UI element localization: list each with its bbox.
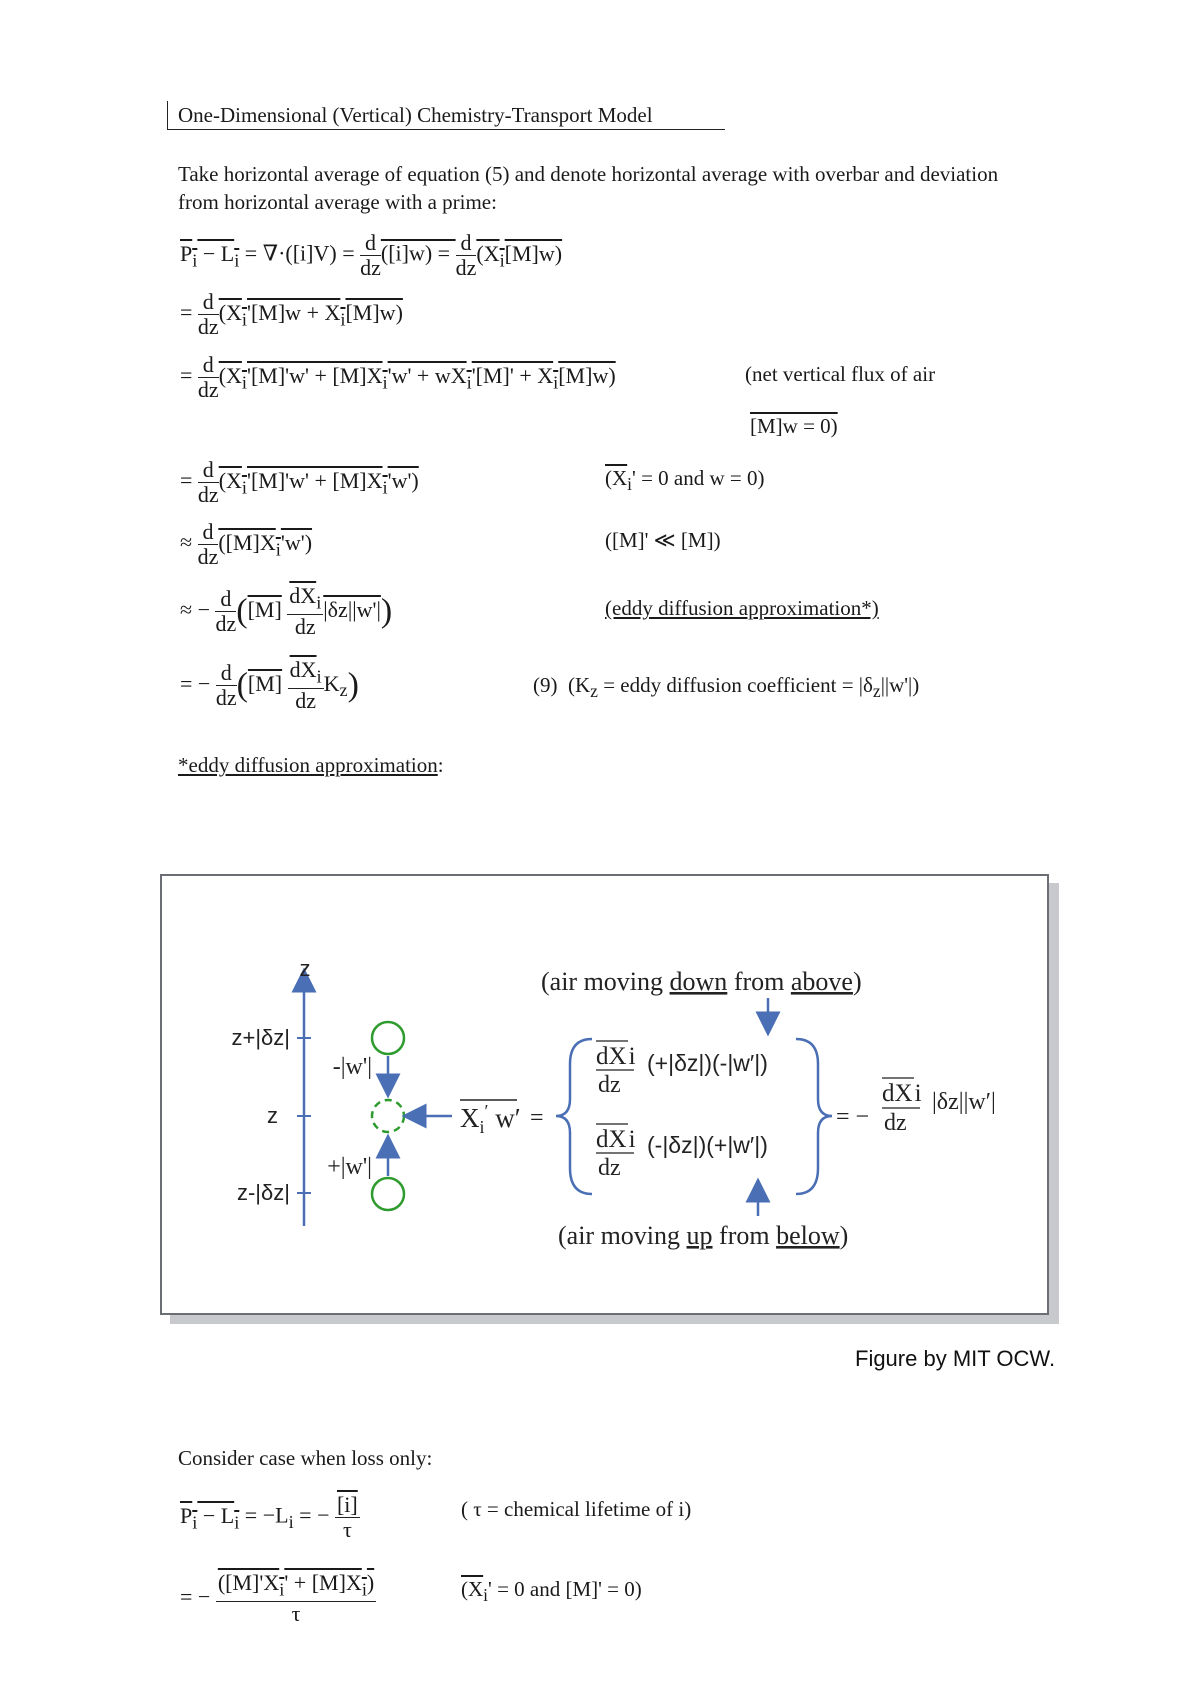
frac-num: $\overline{dX}$ bbox=[289, 583, 317, 608]
page-title: One-Dimensional (Vertical) Chemistry-Transport Model bbox=[167, 101, 725, 130]
eq-sub: i bbox=[192, 1511, 198, 1532]
frac-den: dz bbox=[215, 611, 237, 637]
frac-den: dz bbox=[295, 688, 317, 714]
note-text: ' = 0 and [M]' = 0) bbox=[488, 1577, 642, 1601]
frac-num: d bbox=[198, 520, 219, 545]
frac-d-dz bbox=[198, 353, 219, 402]
eq-iw: ([i]w) = bbox=[380, 240, 456, 266]
rhs-tail: |δz||w′| bbox=[932, 1089, 996, 1115]
equation-number: (9) bbox=[533, 673, 558, 697]
dx-text: dX bbox=[596, 1126, 627, 1153]
w-down-label: -|w'| bbox=[332, 1054, 372, 1080]
eq-sub: i bbox=[499, 249, 505, 270]
dx-sub: i bbox=[628, 1126, 636, 1153]
frac-num: [i] bbox=[336, 1492, 358, 1517]
note-text: ||w'|) bbox=[880, 673, 920, 697]
eq-term: (X bbox=[218, 467, 242, 493]
rhs-dz: dz bbox=[884, 1110, 907, 1136]
eq-term: 'w' + wX bbox=[387, 362, 467, 388]
frac-den: dz bbox=[455, 255, 477, 280]
tick-lower-label: z-|δz| bbox=[236, 1180, 290, 1205]
caption-above bbox=[541, 967, 862, 996]
frac-i-tau bbox=[335, 1493, 360, 1542]
note-text: (X bbox=[461, 1577, 484, 1601]
eq-sign: = bbox=[180, 299, 193, 325]
frac-d-dz bbox=[215, 587, 236, 636]
eq-term: (X bbox=[218, 362, 242, 388]
frac-num: d bbox=[360, 231, 381, 256]
eq-sub: i bbox=[340, 308, 346, 329]
eq-sub: i bbox=[553, 371, 559, 392]
eddy-diffusion-figure bbox=[160, 874, 1049, 1315]
eq-approx: ≈ − bbox=[180, 596, 210, 622]
dx-text: dX bbox=[596, 1043, 627, 1070]
frac-dxi-dz bbox=[287, 584, 323, 639]
eq-sub: i bbox=[382, 476, 388, 497]
frac-num: d bbox=[215, 587, 236, 612]
bot-dz: dz bbox=[598, 1155, 621, 1181]
equation-line-2 bbox=[180, 290, 403, 339]
frac-den: dz bbox=[197, 314, 219, 339]
frac-den: τ bbox=[342, 1517, 352, 1542]
eq-term: 'w') bbox=[280, 529, 313, 555]
lhs-w: w′ bbox=[488, 1103, 521, 1133]
note-eddy-coefficient bbox=[533, 673, 919, 702]
eq-sub: i bbox=[234, 1511, 240, 1532]
frac-num: ) bbox=[366, 1570, 375, 1595]
parcel-above bbox=[372, 1022, 404, 1054]
eq-term: P bbox=[180, 1502, 193, 1528]
frac-d-dz bbox=[456, 231, 477, 280]
frac-d-dz bbox=[198, 520, 219, 569]
caption-below bbox=[558, 1221, 848, 1250]
bot-term: (-|δz|)(+|w′|) bbox=[647, 1132, 768, 1158]
lhs-sub: i bbox=[479, 1117, 485, 1137]
eq-term: [M] bbox=[247, 596, 282, 622]
top-term: (+|δz|)(-|w′|) bbox=[647, 1050, 768, 1076]
note-net-flux-2 bbox=[750, 414, 838, 439]
cap-text: from bbox=[712, 1221, 777, 1250]
eq-approx: ≈ bbox=[180, 529, 193, 555]
note-sub: z bbox=[590, 681, 598, 702]
frac-den: dz bbox=[197, 482, 219, 507]
frac-den: dz bbox=[197, 377, 219, 402]
eq-term: [M]w) bbox=[558, 362, 616, 388]
eq-l: − L bbox=[197, 240, 235, 266]
dx-sub: i bbox=[914, 1080, 922, 1107]
equation-line-4 bbox=[180, 458, 419, 507]
frac-den: τ bbox=[291, 1601, 301, 1627]
tick-upper-label: z+|δz| bbox=[231, 1025, 290, 1050]
eq-x: (X bbox=[476, 240, 500, 266]
eq-term: [M]w) bbox=[345, 299, 403, 325]
note-zero-mean bbox=[605, 466, 765, 495]
eq-divergence: = ∇·([i]V) = bbox=[239, 240, 361, 266]
note-text: (eddy diffusion approximation*) bbox=[605, 596, 879, 620]
eq-sign: = bbox=[180, 362, 193, 388]
cap-text: (air moving bbox=[558, 1221, 687, 1250]
lhs-x: X bbox=[460, 1103, 480, 1133]
eq-term: = −L bbox=[239, 1502, 289, 1528]
note-eddy-approx bbox=[605, 596, 879, 621]
eq-sign: = bbox=[180, 467, 193, 493]
eq-sub: i bbox=[466, 371, 472, 392]
loss-equation-1 bbox=[180, 1493, 360, 1542]
note-zero-perturbations bbox=[461, 1577, 642, 1606]
figure-credit: Figure by MIT OCW. bbox=[855, 1346, 1056, 1371]
equation-line-3 bbox=[180, 353, 616, 402]
eq-p: P bbox=[180, 240, 193, 266]
top-dz: dz bbox=[598, 1072, 621, 1098]
frac-num: d bbox=[198, 290, 219, 315]
frac-d-dz bbox=[198, 458, 219, 507]
eq-term: (X bbox=[218, 299, 242, 325]
note-sub: z bbox=[872, 681, 881, 702]
eq-sub: i bbox=[241, 308, 247, 329]
eq-term: 'w') bbox=[387, 467, 419, 493]
cap-text: ) bbox=[852, 967, 862, 996]
note-sub: i bbox=[627, 474, 633, 495]
eq-term: = − bbox=[293, 1502, 330, 1528]
eq-sub: i bbox=[382, 371, 388, 392]
cap-text: down bbox=[669, 967, 728, 996]
frac-num: d bbox=[456, 231, 477, 256]
bot-dx bbox=[596, 1126, 636, 1153]
eq-sign: = − bbox=[180, 670, 211, 696]
frac-den: dz bbox=[215, 685, 237, 711]
eq-sub: i bbox=[241, 476, 247, 497]
equation-line-7: = − $\frac{d}{dz}$ ([M] $\frac{\overline{dX}_i}{dz}$ $K_z$) bbox=[180, 657, 359, 714]
eq-sub: i bbox=[234, 249, 240, 270]
eq-sub: i bbox=[192, 249, 198, 270]
footnote-colon: : bbox=[437, 753, 444, 777]
cap-text: (air moving bbox=[541, 967, 670, 996]
frac-loss bbox=[216, 1571, 376, 1626]
axis-z-label: z bbox=[299, 956, 311, 981]
eq-term: − L bbox=[197, 1502, 235, 1528]
frac-num: ' + [M]X bbox=[284, 1570, 362, 1595]
eq-term: '[M]'w' + [M]X bbox=[247, 362, 383, 388]
loss-intro: Consider case when loss only: bbox=[178, 1446, 433, 1470]
parcel-below bbox=[372, 1178, 404, 1210]
cap-text: above bbox=[790, 967, 853, 996]
brace-left bbox=[556, 1039, 592, 1194]
eq-sign: = − bbox=[180, 1583, 211, 1609]
lhs-prime: ′ bbox=[484, 1101, 489, 1121]
footnote-text: *eddy diffusion approximation bbox=[178, 753, 438, 777]
frac-den: dz bbox=[197, 544, 219, 569]
eq-term: ([M]X bbox=[218, 529, 276, 555]
cap-text: ) bbox=[839, 1221, 849, 1250]
eq-term: K bbox=[323, 670, 340, 696]
cap-text: from bbox=[727, 967, 791, 996]
top-dx bbox=[596, 1043, 636, 1070]
dx-text: dX bbox=[882, 1080, 913, 1107]
equation-line-6: ≈ − $\frac{d}{dz}$ ([M] $\frac{\overline{dX}_i}{dz}$ |δz||w'|) bbox=[180, 583, 393, 640]
frac-sub: i bbox=[316, 666, 322, 687]
note-density-perturbation: ([M]' ≪ [M]) bbox=[605, 528, 721, 552]
footnote-heading bbox=[178, 751, 444, 779]
eq-sub: i bbox=[241, 371, 247, 392]
eq-sub: z bbox=[339, 680, 348, 701]
note-text: (K bbox=[568, 673, 591, 697]
parcel-center bbox=[372, 1100, 404, 1132]
eq-term: |δz||w'| bbox=[323, 596, 381, 622]
rhs-equals: = − bbox=[836, 1104, 870, 1130]
note-sub: i bbox=[483, 1585, 489, 1606]
note-net-flux: (net vertical flux of air bbox=[745, 362, 936, 386]
eq-term: '[M]w + X bbox=[247, 299, 341, 325]
tick-mid-label: z bbox=[267, 1103, 278, 1128]
dx-sub: i bbox=[628, 1043, 636, 1070]
frac-num: d bbox=[198, 458, 219, 483]
frac-dxi-dz bbox=[288, 658, 324, 713]
cap-text: below bbox=[776, 1221, 840, 1250]
eq-term: [M] bbox=[247, 670, 283, 696]
lhs-expression bbox=[460, 1101, 521, 1137]
w-up-label: +|w'| bbox=[327, 1154, 372, 1180]
cap-text: up bbox=[686, 1221, 713, 1250]
equation-line-1 bbox=[180, 231, 562, 280]
frac-sub: i bbox=[316, 592, 322, 613]
eq-sub: i bbox=[275, 538, 281, 559]
frac-den: dz bbox=[294, 614, 316, 640]
intro-paragraph: Take horizontal average of equation (5) and denote horizontal average with overbar and deviation from horizontal average with a prime: bbox=[178, 162, 999, 214]
rhs-dx bbox=[882, 1080, 922, 1107]
frac-d-dz bbox=[198, 290, 219, 339]
frac-d-dz bbox=[360, 231, 381, 280]
note-text: [M]w = 0) bbox=[750, 414, 838, 438]
eq-term: '[M]' + X bbox=[471, 362, 554, 388]
frac-den: dz bbox=[360, 255, 381, 280]
note-text: (X bbox=[605, 466, 628, 490]
brace-right bbox=[796, 1039, 832, 1194]
note-text: = eddy diffusion coefficient = |δ bbox=[597, 673, 873, 697]
frac-d-dz bbox=[216, 661, 237, 710]
frac-num: ([M]'X bbox=[217, 1570, 280, 1595]
frac-num: d bbox=[198, 353, 219, 378]
note-text: ' = 0 and w = 0) bbox=[632, 466, 765, 490]
note-lifetime: ( τ = chemical lifetime of i) bbox=[461, 1497, 692, 1521]
eq-sub: i bbox=[288, 1511, 294, 1532]
eq-term: '[M]'w' + [M]X bbox=[247, 467, 383, 493]
frac-sub: i bbox=[279, 1579, 285, 1600]
lhs-equals: = bbox=[530, 1105, 544, 1131]
equation-line-5 bbox=[180, 520, 312, 569]
loss-equation-2 bbox=[180, 1571, 376, 1626]
eq-mw: [M]w) bbox=[504, 240, 563, 266]
frac-sub: i bbox=[361, 1579, 367, 1600]
frac-num: $\overline{dX}$ bbox=[289, 657, 317, 682]
frac-num: d bbox=[216, 661, 237, 686]
